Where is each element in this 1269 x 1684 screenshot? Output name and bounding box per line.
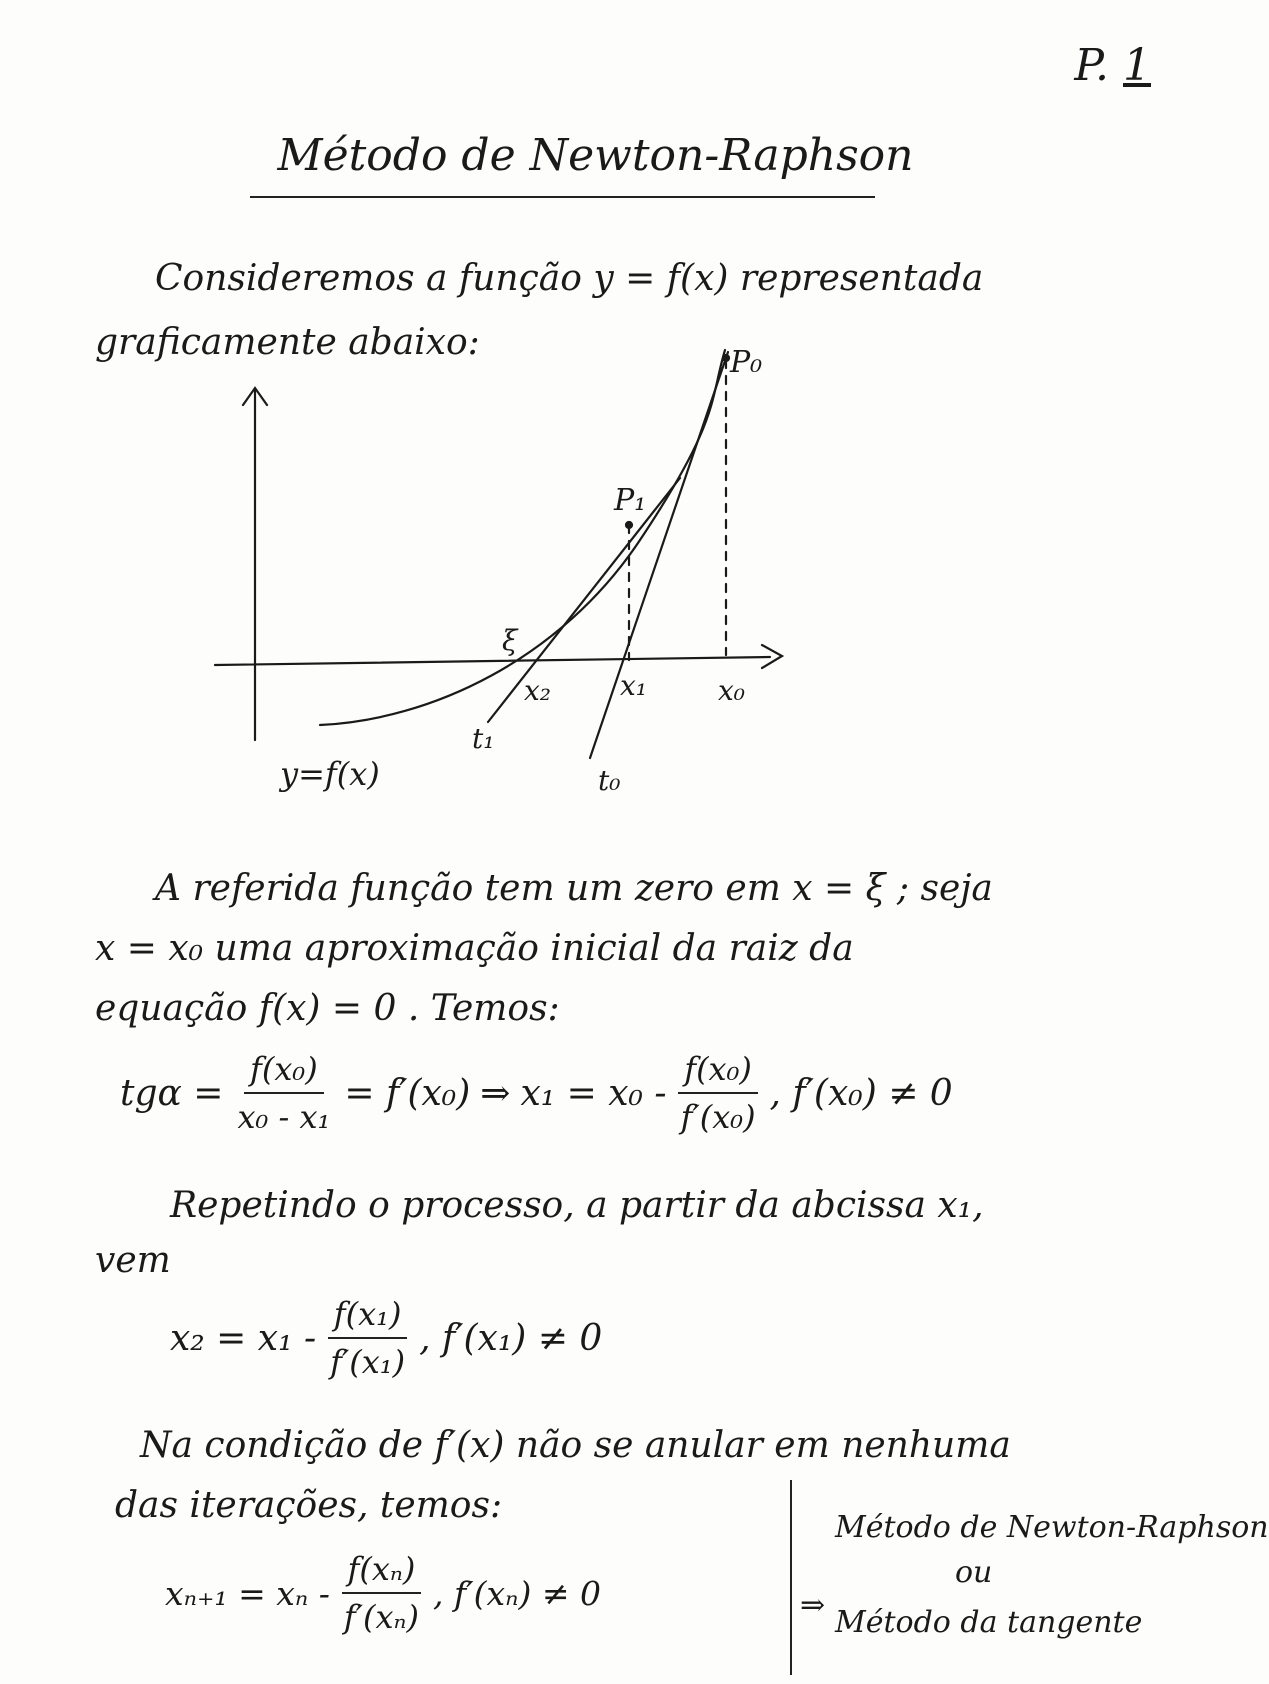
x-axis (215, 657, 770, 665)
point-p0 (723, 355, 729, 361)
formula2-lhs: x₂ = x₁ - (170, 1317, 317, 1359)
para1-line2: graficamente abaixo: (95, 322, 480, 363)
formula3-frac-num: f(xₙ) (342, 1550, 422, 1594)
formula1-cond: , f′(x₀) ≠ 0 (769, 1072, 953, 1114)
label-curve: y=f(x) (280, 755, 380, 793)
formula3-frac (338, 1550, 425, 1636)
formula1-frac1-den: x₀ - x₁ (237, 1098, 331, 1136)
para3-line2: vem (95, 1240, 171, 1281)
formula1-frac2-num: f(x₀) (678, 1050, 758, 1094)
formula-general (165, 1550, 601, 1636)
para4-line2: das iterações, temos: (115, 1485, 503, 1526)
page-title: Método de Newton-Raphson (277, 130, 914, 181)
formula1-frac2 (675, 1050, 762, 1136)
label-p1: P₁ (614, 483, 647, 518)
side-note-line3: Método da tangente (835, 1605, 1143, 1640)
formula3-cond: , f′(xₙ) ≠ 0 (432, 1573, 602, 1613)
label-xi: ξ (502, 624, 518, 657)
formula2-frac-den: f′(x₁) (330, 1343, 406, 1381)
label-x0: x₀ (718, 674, 746, 707)
formula1-eq1: = f′(x₀) (344, 1072, 471, 1114)
label-x1: x₁ (620, 669, 648, 702)
point-p1 (626, 522, 632, 528)
formula-x1 (120, 1050, 953, 1136)
formula3-lhs: xₙ₊₁ = xₙ - (165, 1573, 330, 1613)
label-p0: P₀ (730, 345, 763, 380)
formula1-implies: ⇒ (480, 1072, 511, 1114)
label-t1: t₁ (472, 722, 495, 755)
side-note-line2: ou (955, 1555, 993, 1590)
formula1-frac1-num: f(x₀) (244, 1050, 324, 1094)
formula1-lhs: tgα = (120, 1072, 224, 1114)
para2-line3: equação f(x) = 0 . Temos: (95, 988, 560, 1029)
page-number-value: 1 (1123, 40, 1151, 91)
formula1-mid: x₁ = x₀ - (520, 1072, 667, 1114)
formula2-frac (324, 1295, 411, 1381)
para2-line1: A referida função tem um zero em x = ξ ; seja (155, 868, 993, 909)
formula-x2 (170, 1295, 602, 1381)
formula2-frac-num: f(x₁) (328, 1295, 408, 1339)
formula1-frac2-den: f′(x₀) (680, 1098, 756, 1136)
implies-arrow: ⇒ (800, 1588, 826, 1623)
para4-line1: Na condição de f′(x) não se anular em nenhuma (140, 1425, 1011, 1466)
formula3-frac-den: f′(xₙ) (343, 1598, 419, 1636)
label-t0: t₀ (598, 764, 621, 797)
para3-line1: Repetindo o processo, a partir da abcissa x₁, (170, 1185, 984, 1226)
formula1-frac1 (231, 1050, 336, 1136)
side-note-line1: Método de Newton-Raphson (835, 1510, 1269, 1545)
para1-line1: Consideremos a função y = f(x) representada (155, 258, 984, 299)
page-number-label: P. (1074, 40, 1109, 91)
newton-raphson-graph (0, 0, 1191, 820)
separator-bar (790, 1480, 792, 1675)
label-x2: x₂ (524, 674, 552, 707)
tangent-t0 (590, 352, 728, 758)
graph-drawing (215, 350, 782, 758)
para2-line2: x = x₀ uma aproximação inicial da raiz da (95, 928, 854, 969)
tangent-t1 (488, 478, 680, 722)
formula2-cond: , f′(x₁) ≠ 0 (419, 1317, 603, 1359)
